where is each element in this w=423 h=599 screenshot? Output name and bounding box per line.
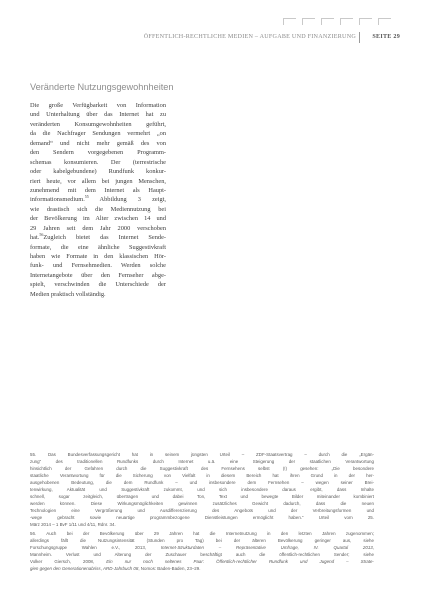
footnote-55-line: -wege gebracht sowie neuartige programmbezogene Dienstleistungen ermöglicht haben.“ Urteil vom 25.: [30, 515, 374, 521]
citation-text: ,: [100, 566, 104, 572]
body-text-fragment: hat.: [30, 234, 40, 242]
body-line: wie drastisch sich die Mediennutzung bei: [30, 205, 166, 213]
running-header: [142, 34, 400, 44]
body-line: oder kabelgebundene) Rundfunk konkur-: [30, 168, 166, 176]
body-line: Medien praktisch vollständig.: [30, 290, 106, 298]
running-title: ÖFFENTLICH-RECHTLICHE MEDIEN – AUFGABE UND FINANZIERUNG: [143, 34, 356, 40]
header-decoration: [283, 18, 391, 25]
header-tick: [321, 18, 334, 25]
body-text-fragment: informationsmedium.: [30, 196, 85, 204]
body-line: und Unterhaltung über das Internet hat zu: [30, 111, 166, 119]
footnotes: [30, 451, 374, 572]
body-text-fragment: Zugleich bietet das Internet Sende-: [43, 234, 166, 242]
footnote-55-line: Technologien eine Vergrößerung und Ausdifferenzierung des Angebots und der Verbreitungsformen und: [30, 508, 374, 514]
body-line: 29 Jahren seit dem Jahr 2000 verschoben: [30, 224, 166, 232]
header-tick: [340, 18, 353, 25]
section-heading: Veränderte Nutzungsgewohnheiten: [30, 82, 174, 92]
footnote-55-line: ausgehobenen Bedeutung, die dem Rundfunk – und insbesondere dem Fernsehen – wegen seiner Brei-: [30, 480, 374, 486]
body-line: haben wie Formate in den klassischen Hör-: [30, 253, 166, 260]
footnote-56-line: allerdings fällt die Nutzungsintensität (Stunden pro Tag) bei der älteren Bevölkerung geringer aus, siehe: [30, 538, 374, 544]
body-line: spielt, verschwinden die Unterschiede der: [30, 281, 166, 289]
citation-text: , Nomos: Baden-Baden, 23–29.: [138, 566, 201, 572]
footnote-55-line: hinsichtlich der Gefahren durch die Suggestivkraft des Fernsehens selbst (!) gesehen: „Die besondere: [30, 466, 374, 472]
body-line: demand“ und nicht mehr gemäß des von: [30, 139, 166, 147]
citation-text: Forschungsgruppe Wahlen e.V., 2013,: [30, 545, 161, 551]
header-tick: [378, 18, 391, 25]
footnote-56-line: 56. Auch bei der Bevölkerung über 29 Jahren hat die Internetnutzung in den letzten Jahren zugenommen;: [30, 531, 374, 537]
footnote-55-line: 55. Das Bundesverfassungsgericht hat in seinem jüngsten Urteil – ZDF-Staatsvertrag – durch die „Ergän-: [30, 452, 374, 457]
body-line: riert heute, vor allem bei jungen Menschen,: [30, 177, 166, 185]
body-line: da die Nachfrager Sendungen vermehrt „on: [30, 130, 166, 138]
body-line: schemas konsumieren. Der (terrestrische: [30, 158, 166, 166]
body-text-fragment: Abbildung 3 zeigt,: [88, 196, 166, 204]
citation-text: ,: [372, 545, 374, 551]
citation-title: Internet-Strukturdaten – Repräsentative Umfrage, IV. Quartal 2013: [160, 545, 373, 551]
body-line: formate, die eine ähnliche Suggestivkraft: [30, 243, 166, 251]
body-line: den Sendern vorgegebenen Programm-: [30, 149, 166, 157]
body-paragraph: [30, 101, 166, 299]
body-line: [30, 195, 166, 204]
body-line: funk- und Fernsehmedien. Werden solche: [30, 262, 166, 270]
body-line: [30, 233, 166, 242]
footnote-55-line: März 2014 – 1 BvF 1/11 und 4/11, Rdnr. 34.: [30, 522, 116, 528]
footnote-55-line: zung“ des traditionellen Rundfunks durch Internet u.ä. eine Steigerung der staatlichen Verantwortung: [30, 459, 374, 465]
citation-text: Volker Giersch, 2008,: [30, 559, 107, 565]
footnote-55-line: werden können. Diese Wirkungsmöglichkeiten gewinnen zusätzliches Gewicht dadurch, dass die neuen: [30, 501, 374, 507]
footnote-55-line: schnell, sogar zeitgleich, übertragen und dabei Ton, Text und bewegte Bilder miteinander kombiniert: [30, 494, 374, 500]
footnote-56-line: [30, 544, 374, 551]
footnote-56-line: Mannheim. Verlust und Alterung der Zuschauer beschäftigt auch die öffentlich-rechtlichen Sender; siehe: [30, 552, 374, 558]
body-line: der Bevölkerung im Alter zwischen 14 und: [30, 215, 166, 223]
footnote-56-line: [30, 558, 374, 565]
footnote-56-line: [30, 565, 374, 572]
citation-title: Ein nur noch seltenes Paar: Öffentlich-rechtlicher Rundfunk und Jugend – Strate-: [106, 559, 374, 565]
citation-title: gien gegen den Generationenabriss: [30, 566, 101, 572]
footnote-ref-56[interactable]: 56: [39, 232, 44, 238]
page-number: SEITE 29: [372, 34, 400, 40]
header-separator: [359, 32, 360, 43]
citation-source: ARD-Jahrbuch 08: [103, 566, 139, 572]
header-tick: [359, 18, 372, 25]
body-line: Internetangebote über den Fernseher abge-: [30, 271, 166, 279]
header-tick: [302, 18, 315, 25]
footnote-55-line: tenwirkung, Aktualität und Suggestivkraft zukommt, und sich insbesondere daraus ergibt, dass Inhalte: [30, 487, 374, 493]
body-line: zunehmend mit dem Internet als Haupt-: [30, 186, 166, 194]
footnote-55-line: staatliche Verantwortung für die Sicherung von Vielfalt in diesem Bereich hat ihren Grund in der her-: [30, 473, 374, 479]
body-line: Die große Verfügbarkeit von Information: [30, 102, 166, 109]
body-line: veränderten Konsumgewohnheiten geführt,: [30, 120, 166, 128]
footnote-ref-55[interactable]: 55: [84, 194, 89, 200]
header-tick: [283, 18, 296, 25]
